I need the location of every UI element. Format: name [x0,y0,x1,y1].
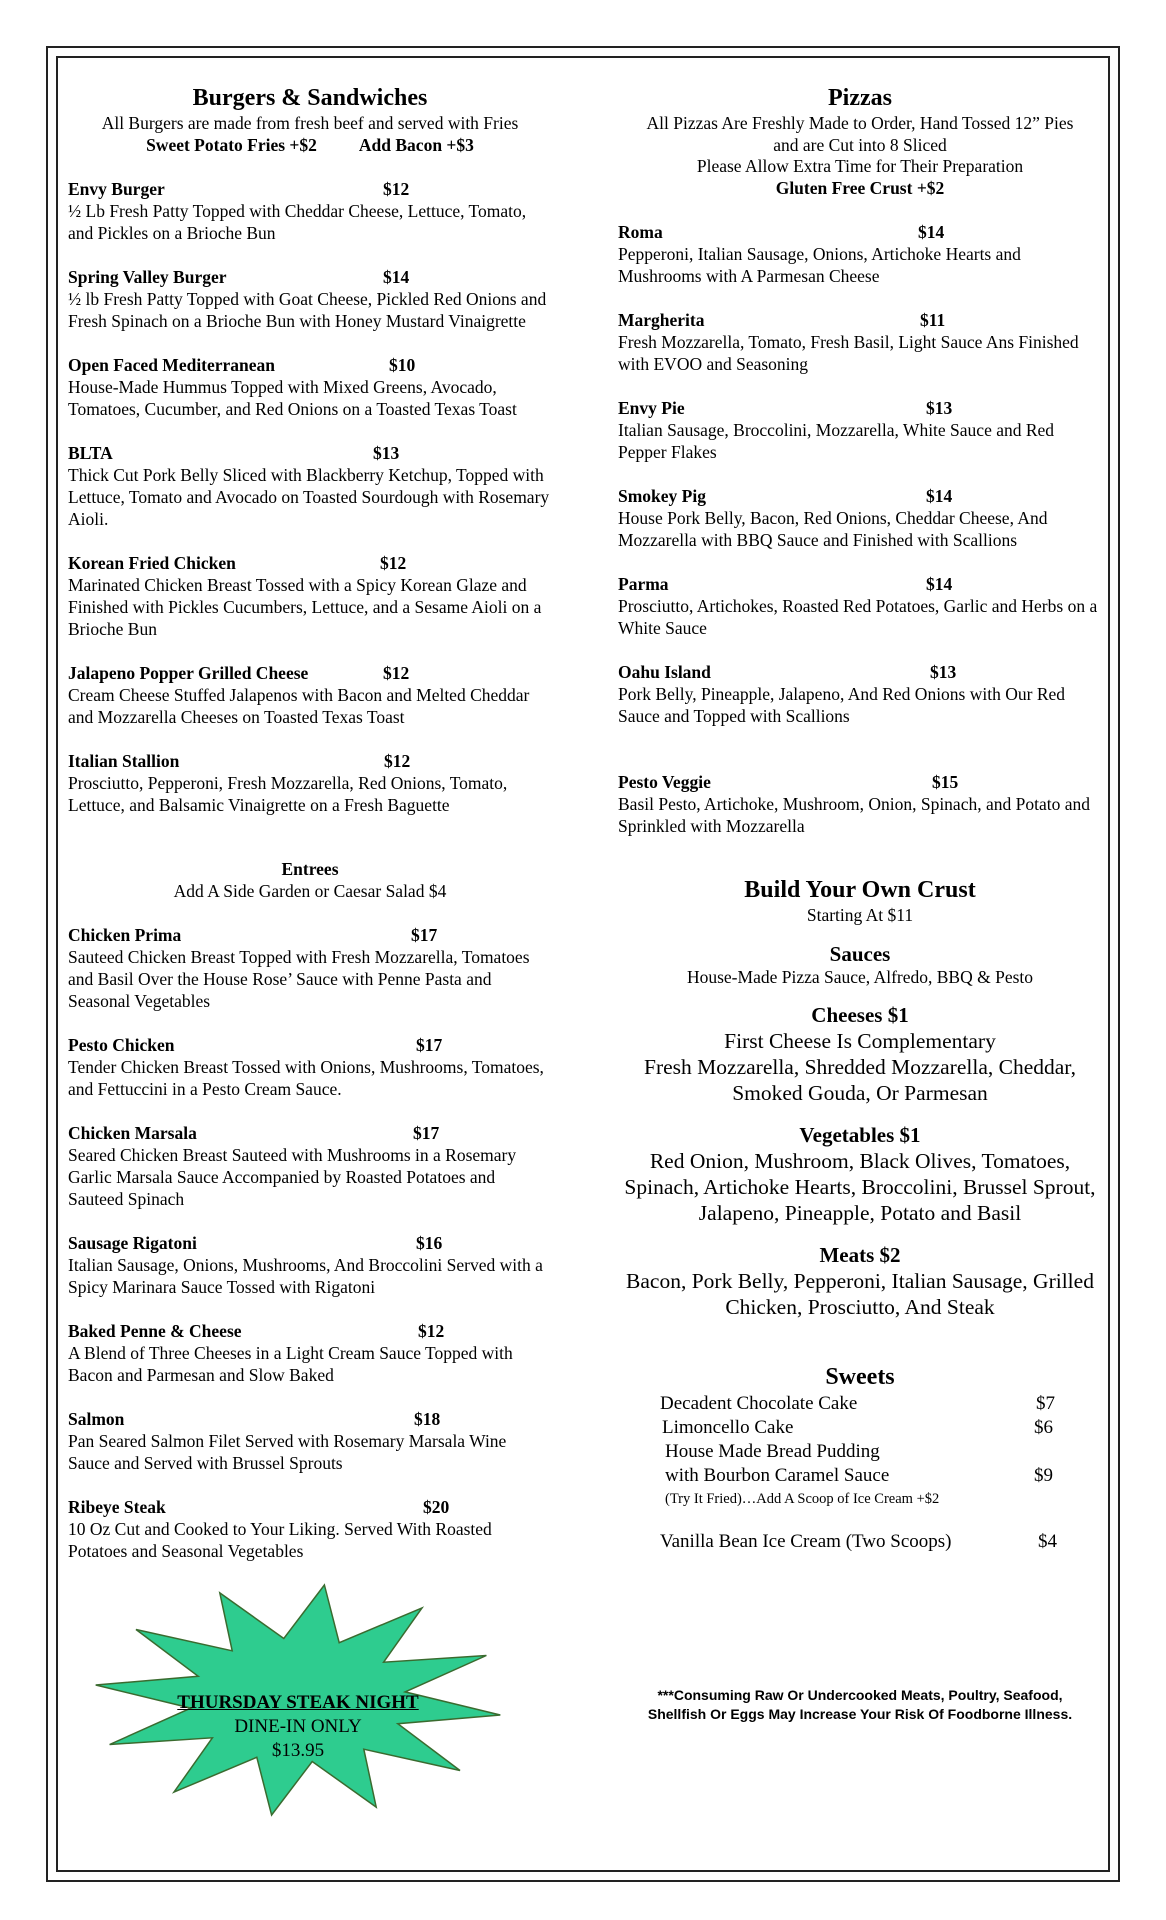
menu-item [68,266,552,332]
sauces-list: House-Made Pizza Sauce, Alfredo, BBQ & Pesto [686,966,1034,987]
menu-item [618,221,1102,287]
sweet-item [618,1392,1102,1416]
right-column [618,66,1102,1554]
steak-night-text [92,1691,504,1763]
sweet-price: $9 [1034,1465,1053,1486]
sweet-item [618,1464,1102,1488]
item-desc: A Blend of Three Cheeses in a Light Cream Sauce Topped with Bacon and Parmesan and Slow Baked [68,1343,513,1385]
item-name: Pesto Veggie [618,772,711,792]
item-price: $10 [389,355,416,375]
item-desc: Prosciutto, Artichokes, Roasted Red Potatoes, Garlic and Herbs on a White Sauce [618,596,1098,638]
item-price: $15 [932,772,959,792]
item-name: Pesto Chicken [68,1035,175,1055]
item-desc: House Pork Belly, Bacon, Red Onions, Cheddar Cheese, And Mozzarella with BBQ Sauce and Finished with Scallions [618,508,1048,550]
sweet-name: Limoncello Cake [662,1417,794,1438]
meats-title: Meats $2 [819,1243,901,1267]
item-desc: Sauteed Chicken Breast Topped with Fresh Mozzarella, Tomatoes and Basil Over the House Rose’ Sauce with Penne Pasta and Seasonal Vegetables [68,947,530,1011]
item-price: $12 [383,663,410,683]
item-price: $11 [920,310,946,330]
menu-item [618,485,1102,551]
sweet-item [618,1530,1102,1554]
menu-item [68,1122,552,1210]
item-price: $13 [926,398,953,418]
burgers-title: Burgers & Sandwiches [192,85,428,111]
sweet-name: House Made Bread Pudding [665,1441,880,1462]
menu-item [68,1320,552,1386]
item-price: $17 [413,1123,440,1143]
sweet-name-cont: with Bourbon Caramel Sauce [665,1465,890,1486]
item-name: Margherita [618,310,705,330]
menu-item [68,924,552,1012]
pizzas-info-3: Please Allow Extra Time for Their Preparation [696,156,1024,176]
menu-item [68,1496,552,1562]
item-desc: Cream Cheese Stuffed Jalapenos with Bacon and Melted Cheddar and Mozzarella Cheeses on Toasted Texas Toast [68,685,530,727]
item-desc: Italian Sausage, Onions, Mushrooms, And Broccolini Served with a Spicy Marinara Sauce Tossed with Rigatoni [68,1255,543,1297]
menu-item [68,750,552,816]
item-price: $14 [926,574,953,594]
steak-night-price: $13.95 [271,1740,325,1761]
vegetables-title: Vegetables $1 [799,1123,921,1147]
item-desc: Thick Cut Pork Belly Sliced with Blackberry Ketchup, Topped with Lettuce, Tomato and Avocado on Toasted Sourdough with Rosemary Aioli. [68,465,550,529]
sweet-price: $4 [1038,1531,1057,1552]
item-name: Parma [618,574,669,594]
item-desc: Seared Chicken Breast Sauteed with Mushrooms in a Rosemary Garlic Marsala Sauce Accompanied by Roasted Potatoes and Sauteed Spinach [68,1145,517,1209]
item-desc: Pan Seared Salmon Filet Served with Rosemary Marsala Wine Sauce and Served with Brussel Sprouts [68,1431,507,1473]
sweet-item [618,1416,1102,1440]
item-name: Salmon [68,1409,125,1429]
burgers-subtitle: All Burgers are made from fresh beef and served with Fries [101,113,519,133]
menu-item [618,771,1102,837]
item-desc: Pepperoni, Italian Sausage, Onions, Artichoke Hearts and Mushrooms with A Parmesan Cheese [618,244,1021,286]
item-desc: ½ lb Fresh Patty Topped with Goat Cheese, Pickled Red Onions and Fresh Spinach on a Brioche Bun with Honey Mustard Vinaigrette [68,289,547,331]
menu-item [618,309,1102,375]
menu-item [68,552,552,640]
item-name: Envy Burger [68,179,165,199]
byo-title: Build Your Own Crust [744,877,976,903]
item-desc: House-Made Hummus Topped with Mixed Greens, Avocado, Tomatoes, Cucumber, and Red Onions on a Toasted Texas Toast [68,377,517,419]
menu-item [68,1408,552,1474]
item-name: Sausage Rigatoni [68,1233,197,1253]
entrees-subtitle: Add A Side Garden or Caesar Salad $4 [173,880,447,901]
item-desc: ½ Lb Fresh Patty Topped with Cheddar Cheese, Lettuce, Tomato, and Pickles on a Brioche Bun [68,201,527,243]
item-price: $12 [380,553,407,573]
menu-item [618,397,1102,463]
item-price: $13 [930,662,957,682]
menu-item [618,573,1102,639]
item-name: Chicken Prima [68,925,182,945]
sweet-item [618,1440,1102,1464]
entrees-title: Entrees [281,859,339,879]
gluten-free-crust: Gluten Free Crust +$2 [775,177,945,198]
item-name: Baked Penne & Cheese [68,1321,242,1341]
consumer-warning: ***Consuming Raw Or Undercooked Meats, Poultry, Seafood, Shellfish Or Eggs May Increase Your Risk Of Foodborne Illness. [647,1687,1073,1722]
byo-starting: Starting At $11 [806,905,914,925]
item-desc: Tender Chicken Breast Tossed with Onions, Mushrooms, Tomatoes, and Fettuccini in a Pesto Cream Sauce. [68,1057,544,1099]
menu-item [618,661,1102,727]
item-desc: Pork Belly, Pineapple, Jalapeno, And Red Onions with Our Red Sauce and Topped with Scallions [618,684,1066,726]
burgers-addons [68,135,552,157]
item-name: Italian Stallion [68,751,180,771]
pizzas-title: Pizzas [828,85,892,111]
steak-night-title: THURSDAY STEAK NIGHT [177,1692,419,1713]
item-name: Korean Fried Chicken [68,553,236,573]
item-name: Ribeye Steak [68,1497,166,1517]
cheeses-note: First Cheese Is Complementary [724,1029,996,1053]
item-price: $16 [416,1233,443,1253]
item-name: Smokey Pig [618,486,706,506]
sweet-price: $7 [1036,1393,1055,1414]
item-name: BLTA [68,443,113,463]
item-name: Chicken Marsala [68,1123,197,1143]
item-price: $12 [383,179,410,199]
sweet-name: Decadent Chocolate Cake [660,1393,858,1414]
item-desc: Marinated Chicken Breast Tossed with a Spicy Korean Glaze and Finished with Pickles Cucumbers, Lettuce, and a Sesame Aioli on a Brioche Bun [68,575,542,639]
menu-item [68,662,552,728]
item-desc: Basil Pesto, Artichoke, Mushroom, Onion, Spinach, and Potato and Sprinkled with Mozzarella [618,794,1090,836]
item-price: $17 [416,1035,443,1055]
sauces-title: Sauces [829,941,891,966]
item-price: $20 [423,1497,450,1517]
item-desc: 10 Oz Cut and Cooked to Your Liking. Served With Roasted Potatoes and Seasonal Vegetables [68,1519,492,1561]
sweet-price: $6 [1034,1417,1053,1438]
vegetables-list: Red Onion, Mushroom, Black Olives, Tomatoes, Spinach, Artichoke Hearts, Broccolini, Brussel Sprout, Jalapeno, Pineapple, Potato and Basil [624,1149,1096,1225]
meats-list: Bacon, Pork Belly, Pepperoni, Italian Sausage, Grilled Chicken, Prosciutto, And Steak [626,1269,1094,1319]
item-name: Envy Pie [618,398,685,418]
item-price: $13 [373,443,400,463]
menu-item [68,354,552,420]
menu-item [68,442,552,530]
sweet-note [618,1488,1102,1510]
addon-fries: Sweet Potato Fries +$2 [146,134,317,155]
sweet-name: Vanilla Bean Ice Cream (Two Scoops) [660,1531,952,1552]
cheeses-list: Fresh Mozzarella, Shredded Mozzarella, Cheddar, Smoked Gouda, Or Parmesan [644,1055,1076,1105]
item-name: Spring Valley Burger [68,267,227,287]
item-price: $18 [414,1409,441,1429]
item-price: $12 [418,1321,445,1341]
menu-item [68,178,552,244]
item-price: $14 [383,267,410,287]
item-price: $14 [918,222,945,242]
item-name: Roma [618,222,663,242]
pizzas-info-1: All Pizzas Are Freshly Made to Order, Hand Tossed 12” Pies [646,113,1074,133]
addon-bacon: Add Bacon +$3 [358,134,474,155]
item-price: $14 [926,486,953,506]
item-price: $12 [384,751,411,771]
item-desc: Italian Sausage, Broccolini, Mozzarella, White Sauce and Red Pepper Flakes [618,420,1055,462]
cheeses-title: Cheeses $1 [811,1003,909,1027]
pizzas-info-2: and are Cut into 8 Sliced [773,134,947,155]
menu-item [68,1034,552,1100]
left-column [68,66,552,1562]
steak-night-dine-in: DINE-IN ONLY [234,1716,362,1737]
pudding-note: (Try It Fried)…Add A Scoop of Ice Cream +$2 [665,1491,940,1507]
sweets-title: Sweets [825,1364,895,1390]
item-name: Open Faced Mediterranean [68,355,276,375]
item-name: Jalapeno Popper Grilled Cheese [68,663,309,683]
item-desc: Fresh Mozzarella, Tomato, Fresh Basil, Light Sauce Ans Finished with EVOO and Seasoning [618,332,1079,374]
item-name: Oahu Island [618,662,711,682]
menu-item [68,1232,552,1298]
item-desc: Prosciutto, Pepperoni, Fresh Mozzarella, Red Onions, Tomato, Lettuce, and Balsamic Vinaigrette on a Fresh Baguette [68,773,508,815]
item-price: $17 [411,925,438,945]
